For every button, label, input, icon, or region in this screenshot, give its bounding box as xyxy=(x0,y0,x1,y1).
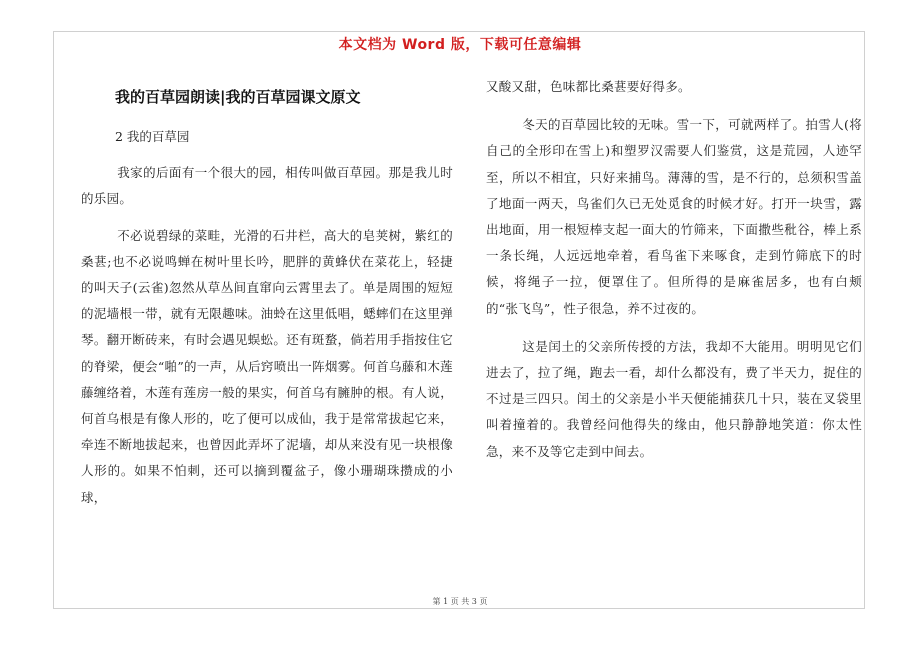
document-title: 我的百草园朗读|我的百草园课文原文 xyxy=(115,88,361,106)
left-column xyxy=(81,74,453,511)
right-column xyxy=(486,74,862,465)
document-subheading: 2 我的百草园 xyxy=(115,129,190,144)
body-paragraph-continued: 又酸又甜，色味都比桑葚要好得多。 xyxy=(486,79,691,94)
body-paragraph: 这是闰土的父亲所传授的方法，我却不大能用。明明见它们进去了，拉了绳，跑去一看，却什么都没有，费了半天力，捉住的不过是三四只。闰土的父亲是小半天便能捕获几十只，装在叉袋里叫着撞着的。我曾经问他得失的缘由，他只静静地笑道：你太性急，来不及等它走到中间去。 xyxy=(486,338,862,459)
body-paragraph: 我家的后面有一个很大的园，相传叫做百草园。那是我儿时的乐园。 xyxy=(81,165,453,207)
page-number-footer: 第 1 页 共 3 页 xyxy=(432,597,488,606)
body-paragraph: 不必说碧绿的菜畦，光滑的石井栏，高大的皂荚树，紫红的桑葚;也不必说鸣蝉在树叶里长吟，肥胖的黄蜂伏在菜花上，轻捷的叫天子(云雀)忽然从草丛间直窜向云霄里去了。单是周围的短短的泥墙根一带，就有无限趣味。油蛉在这里低唱，蟋蟀们在这里弹琴。翻开断砖来，有时会遇见蜈蚣。还有斑蝥，倘若用手指按住它的脊梁，便会“啪”的一声，从后窍喷出一阵烟雾。何首乌藤和木莲藤缠络着，木莲有莲房一般的果实，何首乌有臃肿的根。有人说，何首乌根是有像人形的，吃了便可以成仙，我于是常常拔起它来，牵连不断地拔起来，也曾因此弄坏了泥墙，却从来没有见一块根像人形的。如果不怕刺，还可以摘到覆盆子，像小珊瑚珠攒成的小球， xyxy=(81,227,453,505)
body-paragraph: 冬天的百草园比较的无味。雪一下，可就两样了。拍雪人(将自己的全形印在雪上)和塑罗汉需要人们鉴赏，这是荒园，人迹罕至，所以不相宜，只好来捕鸟。薄薄的雪，是不行的，总须积雪盖了地面一两天，鸟雀们久已无处觅食的时候才好。打开一块雪，露出地面，用一根短棒支起一面大的竹筛来，下面撒些秕谷，棒上系一条长绳，人远远地牵着，看鸟雀下来啄食，走到竹筛底下的时候，将绳子一拉，便罩住了。但所得的是麻雀居多，也有白颊的“张飞鸟”，性子很急，养不过夜的。 xyxy=(486,117,862,316)
word-version-banner: 本文档为 Word 版，下载可任意编辑 xyxy=(338,37,582,53)
